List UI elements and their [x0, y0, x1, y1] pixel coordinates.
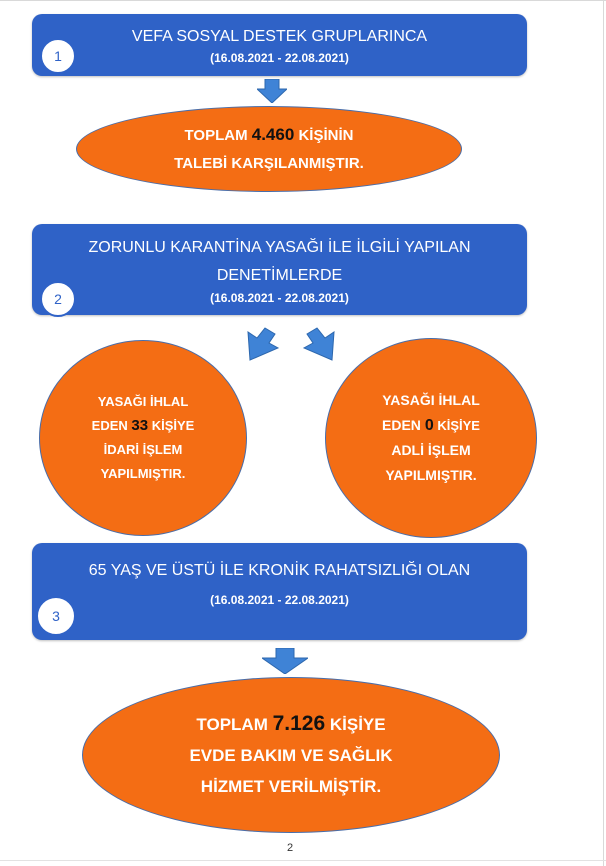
section-1-total-value: 4.460: [251, 124, 295, 144]
down-arrow-icon: [257, 79, 287, 103]
result-prefix: TOPLAM: [196, 715, 273, 734]
section-3-date: (16.08.2021 - 22.08.2021): [210, 593, 349, 607]
section-2-box: [32, 224, 527, 315]
right-result-line-3: ADLİ İŞLEM: [391, 442, 471, 458]
right-result-line-1: YASAĞI İHLAL: [382, 392, 480, 408]
section-2-date: (16.08.2021 - 22.08.2021): [210, 291, 349, 305]
left-result-suffix: KİŞİYE: [148, 418, 195, 433]
section-3-total-value: 7.126: [272, 712, 326, 735]
section-1-result-oval: [76, 106, 462, 192]
section-3-result-oval: [82, 677, 500, 833]
section-1-box: [32, 14, 527, 76]
section-3-result-line-1: [83, 708, 499, 740]
section-3-result-line-3: HİZMET VERİLMİŞTİR.: [200, 777, 382, 796]
page-right-border: [603, 0, 604, 866]
section-3-title: 65 YAŞ VE ÜSTÜ İLE KRONİK RAHATSIZLIĞI OLAN: [88, 562, 471, 579]
left-result-line-4: YAPILMIŞTIR.: [100, 466, 186, 481]
left-result-line-1: YASAĞI İHLAL: [97, 394, 189, 409]
right-result-line-4: YAPILMIŞTIR.: [385, 467, 477, 483]
section-1-date: (16.08.2021 - 22.08.2021): [210, 51, 349, 65]
diagonal-arrow-right-icon: [294, 326, 338, 362]
section-3-result-line-2: EVDE BAKIM VE SAĞLIK: [189, 746, 393, 765]
section-3-box: [32, 543, 527, 640]
page-top-border: [0, 0, 606, 1]
section-1-result-line-2: TALEBİ KARŞILANMIŞTIR.: [174, 154, 364, 172]
right-result-line-2: [326, 413, 536, 438]
right-result-suffix: KİŞİYE: [433, 418, 480, 433]
section-2-admin-value: 33: [131, 417, 149, 434]
left-result-prefix: EDEN: [91, 418, 132, 433]
section-2-left-result-circle: [39, 340, 247, 536]
page-bottom-border: [0, 860, 606, 861]
section-2-title-line-2: DENETİMLERDE: [216, 267, 343, 284]
down-arrow-icon: [262, 648, 308, 674]
section-1-number-badge: 1: [40, 38, 76, 74]
section-2-right-result-circle: [325, 338, 537, 538]
left-result-line-2: [40, 414, 246, 438]
section-1-result-line-1: [77, 121, 461, 150]
section-3-number-badge: 3: [36, 596, 76, 636]
section-2-number-badge: 2: [40, 281, 76, 317]
section-2-judicial-value: 0: [424, 417, 434, 434]
result-suffix: KİŞİYE: [325, 715, 386, 734]
section-1-title: VEFA SOSYAL DESTEK GRUPLARINCA: [131, 28, 428, 45]
page-number: 2: [286, 842, 294, 854]
result-suffix: KİŞİNİN: [294, 126, 354, 144]
right-result-prefix: EDEN: [382, 417, 425, 433]
result-prefix: TOPLAM: [184, 126, 252, 144]
section-2-title-line-1: ZORUNLU KARANTİNA YASAĞI İLE İLGİLİ YAPILAN: [88, 239, 471, 256]
diagonal-arrow-left-icon: [244, 326, 288, 362]
left-result-line-3: İDARİ İŞLEM: [103, 442, 183, 457]
